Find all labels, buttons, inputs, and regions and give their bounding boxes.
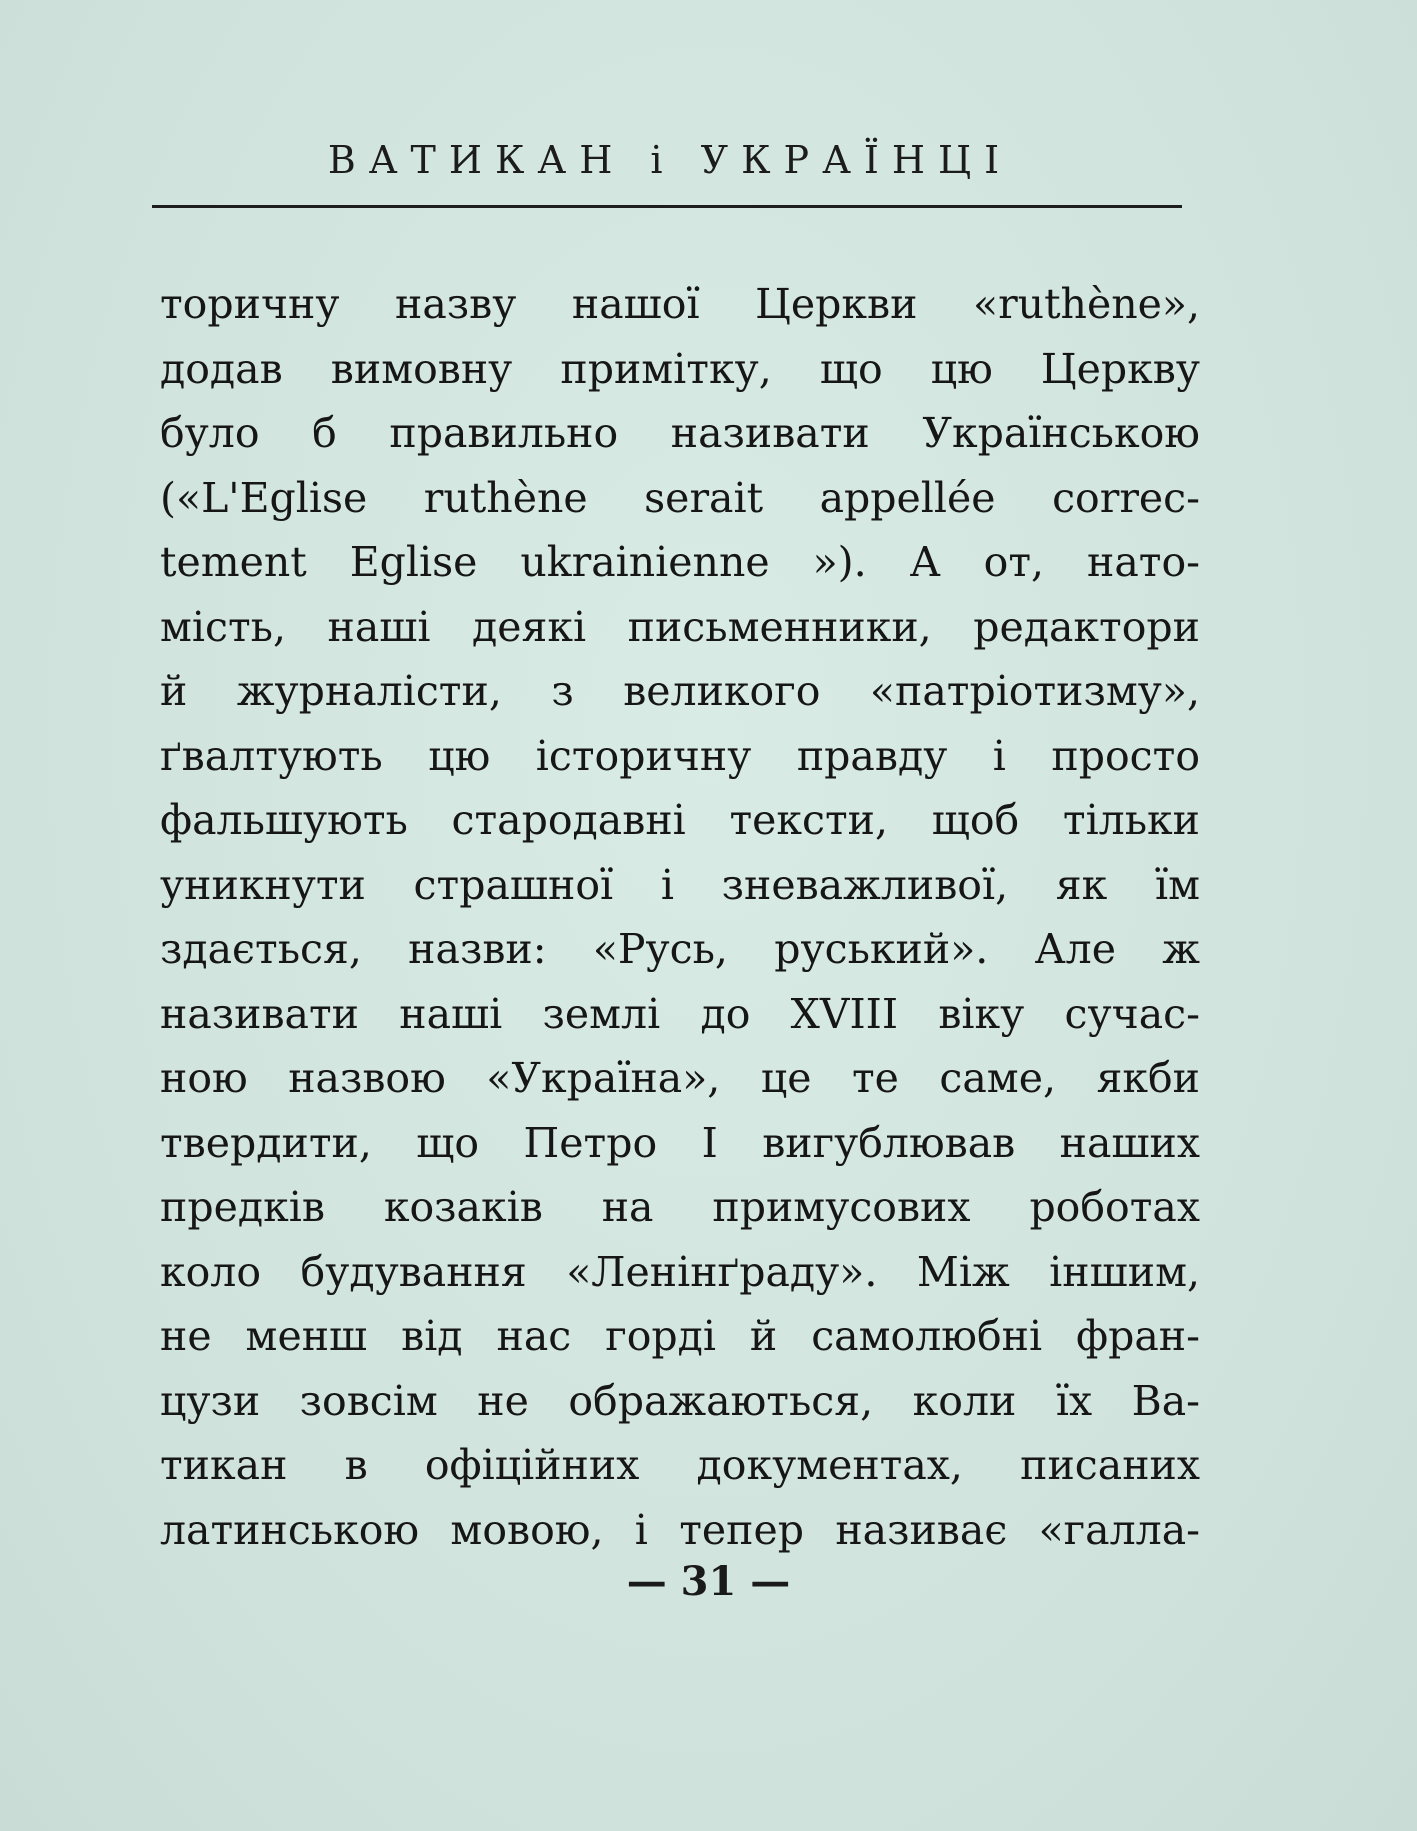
text-line: цузи зовсім не ображаються, коли їх Ва- [160,1376,1200,1425]
text-line: ною назвою «Україна», це те саме, якби [160,1054,1200,1102]
text-line: фальшують стародавні тексти, щоб тільки [160,796,1200,844]
running-head: ВАТИКАН і УКРАЇНЦІ [327,138,1013,182]
text-line: називати наші землі до XVIII віку сучас- [160,989,1200,1038]
text-line: уникнути страшної і зневажливої, як їм [160,860,1200,909]
text-line: й журналісти, з великого «патріотизму», [160,667,1200,715]
page-number: — 31 — [626,1558,791,1605]
text-line: додав вимовну примітку, що цю Церкву [160,344,1200,393]
text-line: («L'Eglise ruthène serait appellée correc- [160,473,1200,522]
text-line: твердити, що Петро I вигублював наших [160,1118,1200,1167]
text-line: тикан в офіційних документах, писаних [160,1441,1200,1489]
text-line: предків козаків на примусових роботах [160,1183,1200,1231]
text-line: коло будування «Ленінґраду». Між іншим, [160,1247,1200,1296]
text-line: було б правильно називати Українською [160,409,1200,457]
text-line: мість, наші деякі письменники, редактори [160,602,1200,651]
text-line: здається, назви: «Русь, руський». Але ж [160,925,1200,973]
text-line: латинською мовою, і тепер називає «галла- [160,1505,1200,1554]
text-line: tement Eglise ukrainienne »). А от, нато- [160,538,1200,586]
body-text [160,272,1200,1562]
header-rule [152,205,1182,208]
text-line: не менш від нас горді й самолюбні фран- [160,1312,1200,1360]
text-line: ґвалтують цю історичну правду і просто [160,731,1200,780]
text-line: торичну назву нашої Церкви «ruthène», [160,280,1200,328]
